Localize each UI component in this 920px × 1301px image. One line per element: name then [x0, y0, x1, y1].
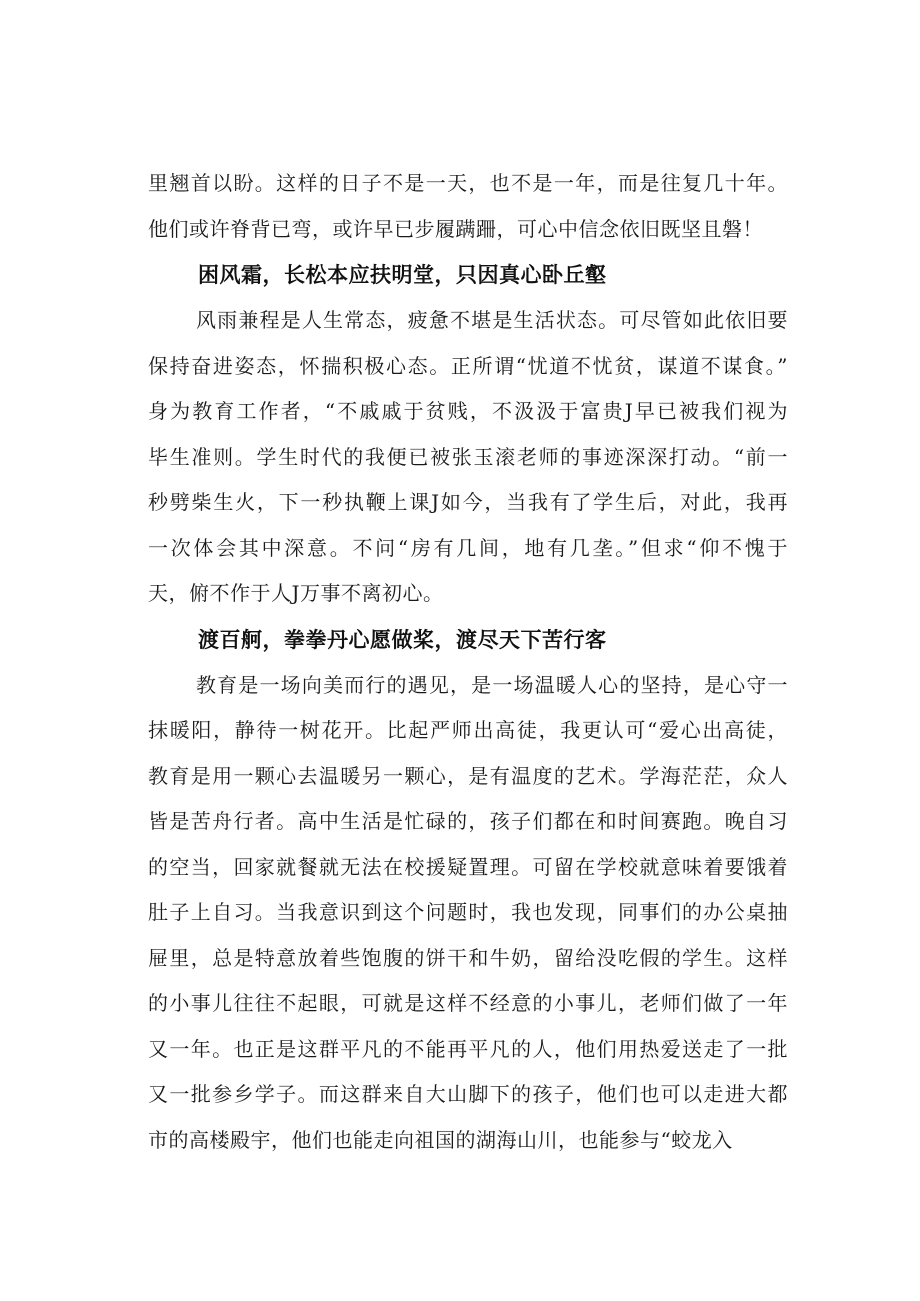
paragraph-line: 的空当，回家就餐就无法在校援疑置理。可留在学校就意味着要饿着 [148, 854, 788, 879]
paragraph-line: 天，俯不作于人J万事不离初心。 [148, 581, 444, 605]
paragraph-line: 又一年。也正是这群平凡的不能再平凡的人，他们用热爱送走了一批 [148, 1036, 788, 1061]
section-heading-1: 困风霜，长松本应扶明堂，只因真心卧丘壑 [198, 263, 607, 287]
paragraph-line: 的小事儿往往不起眼，可就是这样不经意的小事儿，老师们做了一年 [148, 991, 788, 1015]
paragraph-line: 保持奋进姿态，怀揣积极心态。正所谓“忧道不忧贫，谋道不谋食。” [148, 353, 788, 378]
paragraph-line: 身为教育工作者，“不戚戚于贫贱，不汲汲于富贵J早已被我们视为 [148, 399, 788, 423]
paragraph-line: 又一批参乡学子。而这群来自大山脚下的孩子，他们也可以走进大都 [148, 1082, 788, 1106]
paragraph-line: 屉里，总是特意放着些饱腹的饼干和牛奶，留给没吃假的学生。这样 [148, 945, 788, 970]
paragraph-line: 风雨兼程是人生常态，疲惫不堪是生活状态。可尽管如此依旧要 [196, 308, 788, 332]
paragraph-line: 皆是苦舟行者。高中生活是忙碌的，孩子们都在和时间赛跑。晚自习 [148, 809, 788, 833]
paragraph-line: 肚子上自习。当我意识到这个问题时，我也发现，同事们的办公桌抽 [148, 900, 788, 924]
paragraph-line: 毕生准则。学生时代的我便已被张玉滚老师的事迹深深打动。“前一 [148, 444, 788, 469]
section-heading-2: 渡百舸，拳拳丹心愿做桨，渡尽天下苦行客 [198, 627, 607, 652]
paragraph-line: 一次体会其中深意。不问“房有几间，地有几垄。”但求“仰不愧于 [148, 535, 788, 560]
paragraph-line: 秒劈柴生火，下一秒执鞭上课J如今，当我有了学生后，对此，我再 [148, 490, 788, 514]
paragraph-line: 他们或许脊背已弯，或许早已步履蹒跚，可心中信念依旧既坚且磐！ [148, 216, 763, 241]
section-2-paragraph [148, 663, 788, 1164]
paragraph-line: 里翘首以盼。这样的日子不是一天，也不是一年，而是往复几十年。 [148, 171, 788, 195]
paragraph-line: 抹暖阳，静待一树花开。比起严师出高徒，我更认可“爱心出高徒， [148, 718, 788, 742]
paragraph-line: 教育是用一颗心去温暖另一颗心，是有温度的艺术。学海茫茫，众人 [148, 763, 788, 788]
paragraph-line: 教育是一场向美而行的遇见，是一场温暖人心的坚持，是心守一 [196, 672, 788, 697]
paragraph-line: 市的高楼殿宇，他们也能走向祖国的湖海山川，也能参与“蛟龙入 [148, 1127, 733, 1152]
document-page [148, 161, 788, 1163]
intro-paragraph [148, 161, 788, 252]
section-1-paragraph [148, 298, 788, 617]
